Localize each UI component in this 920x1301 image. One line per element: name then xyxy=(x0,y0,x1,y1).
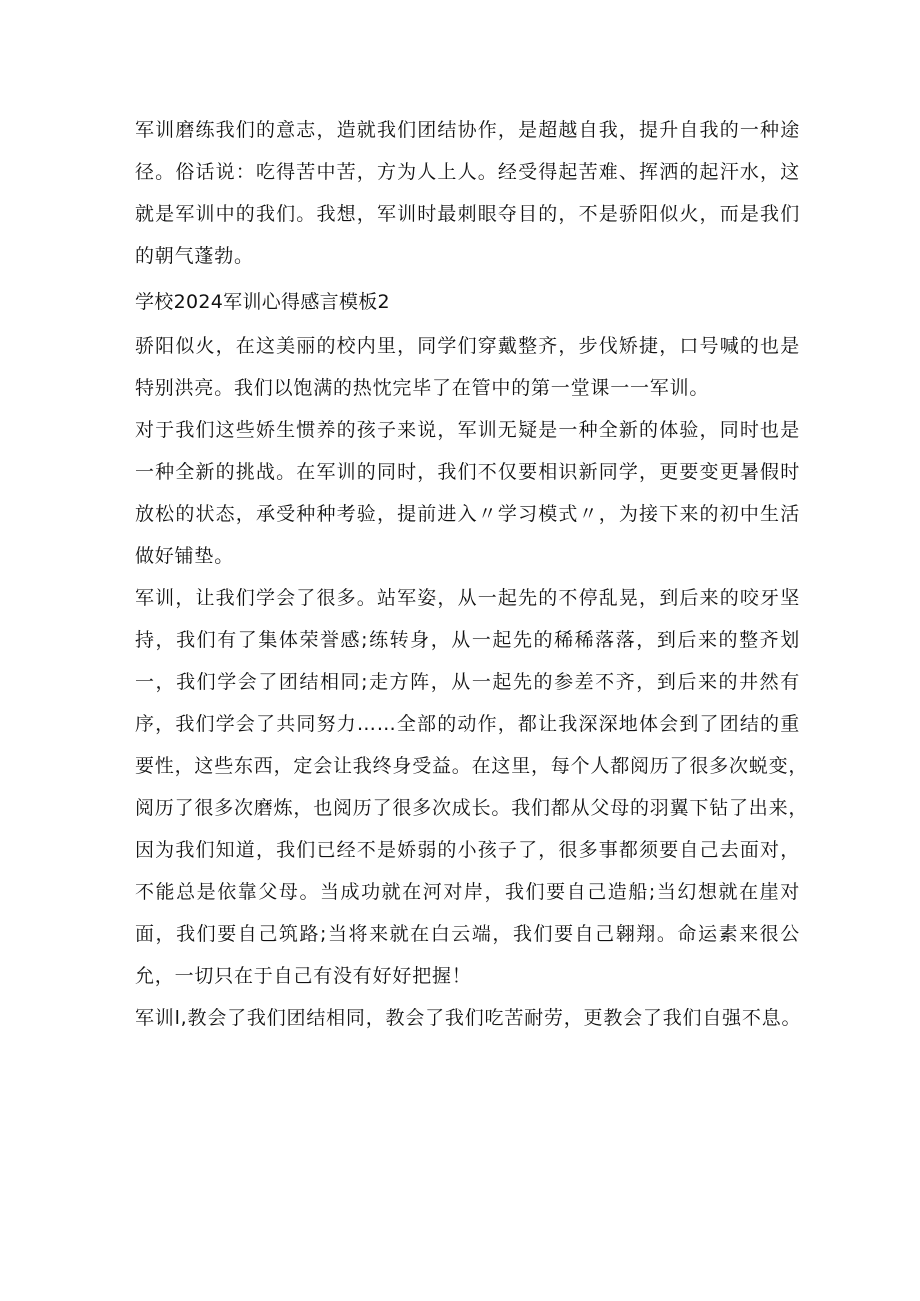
text-line: 放松的状态，承受种种考验，提前进入〃学习模式〃，为接下来的初中生活 xyxy=(135,503,800,525)
text-line: 对于我们这些娇生惯养的孩子来说，军训无疑是一种全新的体验，同时也是 xyxy=(135,419,800,441)
section-heading: 学校2024军训心得感言模板2 xyxy=(135,291,390,313)
text-line: 面，我们要自己筑路;当将来就在白云端，我们要自己翱翔。命运素来很公 xyxy=(135,923,800,945)
document-body xyxy=(135,109,809,1039)
text-line: 军训l,教会了我们团结相同，教会了我们吃苦耐劳，更教会了我们自强不息。 xyxy=(135,1007,802,1029)
paragraph-1 xyxy=(135,109,800,277)
paragraph-3 xyxy=(135,409,800,577)
paragraph-2 xyxy=(135,325,800,409)
text-line: 一，我们学会了团结相同;走方阵，从一起先的参差不齐，到后来的井然有 xyxy=(135,671,800,693)
paragraph-5 xyxy=(135,997,800,1039)
text-line: 因为我们知道，我们已经不是娇弱的小孩子了，很多事都须要自己去面对， xyxy=(135,839,800,861)
text-line: 径。俗话说：吃得苦中苦，方为人上人。经受得起苦难、挥洒的起汗水，这 xyxy=(135,161,800,183)
text-line: 骄阳似火，在这美丽的校内里，同学们穿戴整齐，步伐矫捷，口号喊的也是 xyxy=(135,335,800,357)
text-line: 军训，让我们学会了很多。站军姿，从一起先的不停乱晃，到后来的咬牙坚 xyxy=(135,587,800,609)
text-line: 阅历了很多次磨炼，也阅历了很多次成长。我们都从父母的羽翼下钻了出来， xyxy=(135,797,809,819)
text-line: 就是军训中的我们。我想，军训时最刺眼夺目的，不是骄阳似火，而是我们 xyxy=(135,203,800,225)
paragraph-4 xyxy=(135,577,809,997)
text-line: 军训磨练我们的意志，造就我们团结协作，是超越自我，提升自我的一种途 xyxy=(135,119,800,141)
text-line: 的朝气蓬勃。 xyxy=(135,245,254,267)
text-line: 序，我们学会了共同努力……全部的动作，都让我深深地体会到了团结的重 xyxy=(135,713,800,735)
text-line: 一种全新的挑战。在军训的同时，我们不仅要相识新同学，更要变更暑假时 xyxy=(135,461,800,483)
text-line: 要性，这些东西，定会让我终身受益。在这里，每个人都阅历了很多次蜕变， xyxy=(135,755,809,777)
text-line: 允，一切只在于自己有没有好好把握！ xyxy=(135,965,472,987)
text-line: 做好铺垫。 xyxy=(135,545,235,567)
text-line: 不能总是依靠父母。当成功就在河对岸，我们要自己造船;当幻想就在崖对 xyxy=(135,881,800,903)
text-line: 特别洪亮。我们以饱满的热忱完毕了在管中的第一堂课一一军训。 xyxy=(135,377,710,399)
text-line: 持，我们有了集体荣誉感;练转身，从一起先的稀稀落落，到后来的整齐划 xyxy=(135,629,800,651)
